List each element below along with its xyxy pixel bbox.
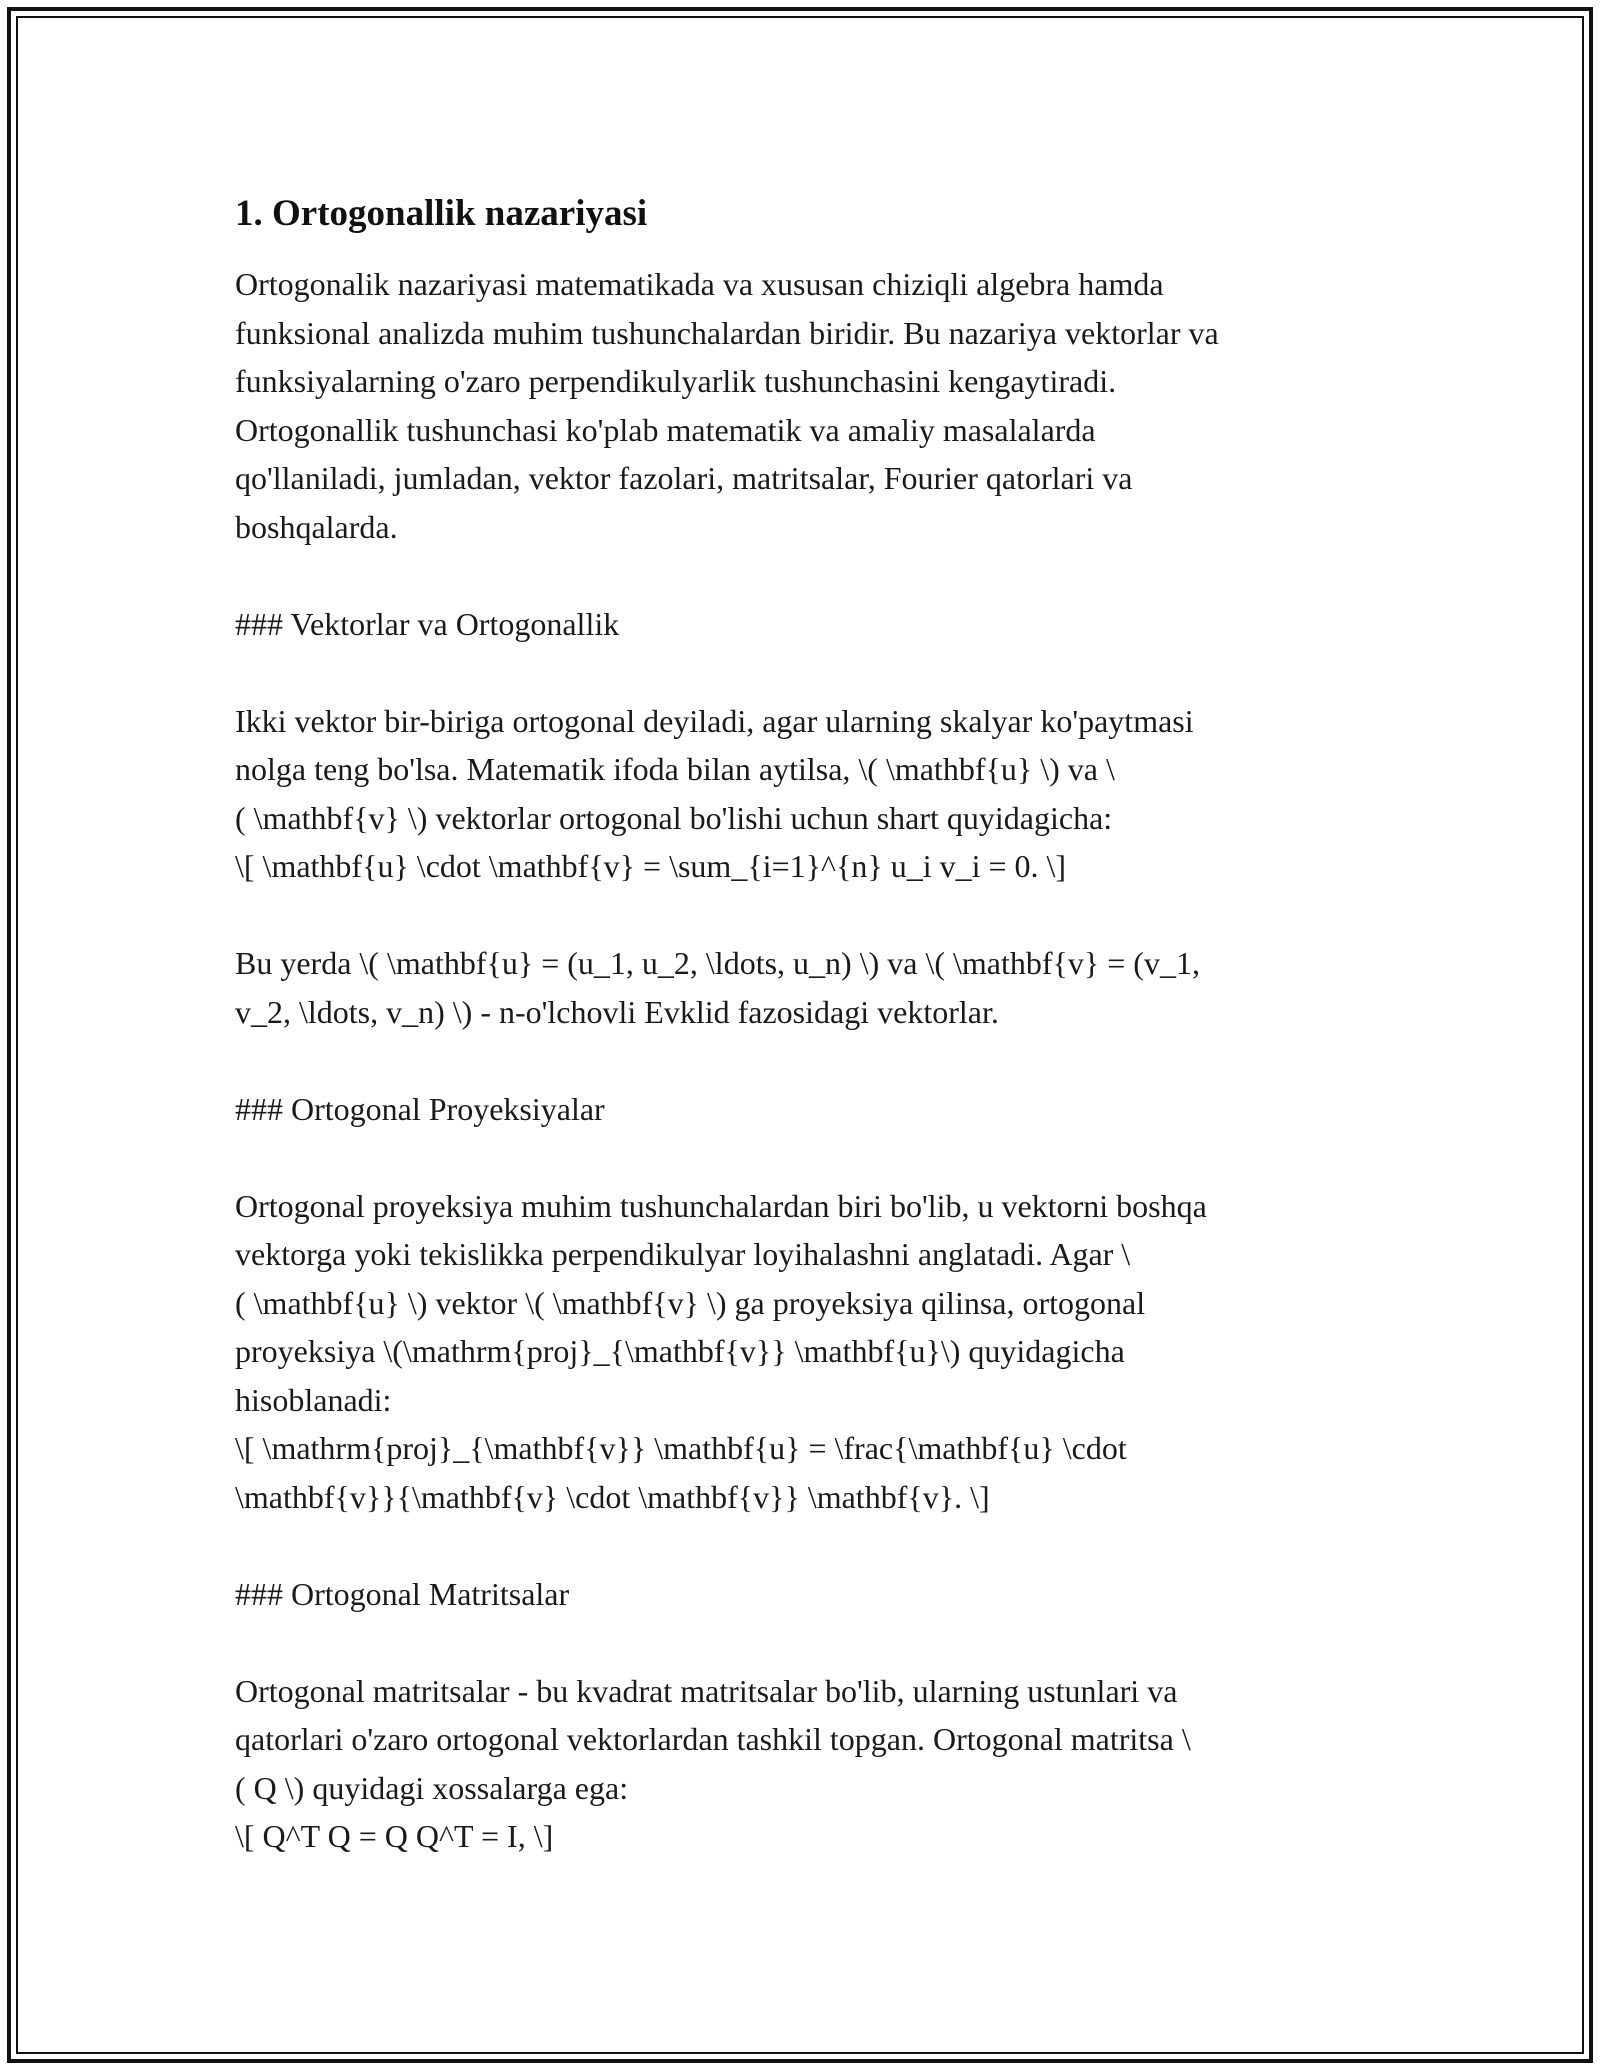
section-heading: [235, 600, 1375, 649]
text-line: qatorlari o'zaro ortogonal vektorlardan tashkil topgan. Ortogonal matritsa \: [235, 1721, 1191, 1757]
blank-line: [235, 551, 1375, 600]
document-blocks: [235, 260, 1375, 1861]
section-heading: [235, 1085, 1375, 1134]
text-line: ( \mathbf{v} \) vektorlar ortogonal bo'lishi uchun shart quyidagicha:: [235, 799, 1113, 836]
text-line: Ikki vektor bir-biriga ortogonal deyiladi, agar ularning skalyar ko'paytmasi: [235, 702, 1194, 739]
blank-line: [235, 891, 1375, 940]
document-body: [235, 190, 1375, 1861]
blank-line: [235, 1133, 1375, 1182]
text-line: funksiyalarning o'zaro perpendikulyarlik tushunchasini kengaytiradi.: [235, 363, 1117, 399]
text-line: boshqalarda.: [235, 508, 398, 545]
text-line: ( \mathbf{u} \) vektor \( \mathbf{v} \) ga proyeksiya qilinsa, ortogonal: [235, 1284, 1146, 1321]
text-line: ### Ortogonal Proyeksiyalar: [235, 1090, 605, 1127]
text-line: qo'llaniladi, jumladan, vektor fazolari, matritsalar, Fourier qatorlari va: [235, 460, 1133, 496]
text-line: hisoblanadi:: [235, 1381, 392, 1418]
blank-line: [235, 1618, 1375, 1667]
text-line: ( Q \) quyidagi xossalarga ega:: [235, 1769, 629, 1806]
text-line: proyeksiya \(\mathrm{proj}_{\mathbf{v}} \mathbf{u}\) quyidagicha: [235, 1333, 1125, 1369]
text-line: \[ Q^T Q = Q Q^T = I, \]: [235, 1818, 554, 1854]
paragraph: [235, 939, 1375, 1036]
text-line: Ortogonal matritsalar - bu kvadrat matritsalar bo'lib, ularning ustunlari va: [235, 1672, 1178, 1709]
text-line: Ortogonallik tushunchasi ko'plab matematik va amaliy masalalarda: [235, 411, 1096, 448]
section-heading: [235, 1570, 1375, 1619]
paragraph: [235, 260, 1375, 551]
text-line: \mathbf{v}}{\mathbf{v} \cdot \mathbf{v}} \mathbf{v}. \]: [235, 1478, 990, 1515]
blank-line: [235, 1036, 1375, 1085]
text-line: Bu yerda \( \mathbf{u} = (u_1, u_2, \ldots, u_n) \) va \( \mathbf{v} = (v_1,: [235, 945, 1200, 981]
text-line: ### Vektorlar va Ortogonallik: [235, 605, 620, 642]
text-line: v_2, \ldots, v_n) \) - n-o'lchovli Evklid fazosidagi vektorlar.: [235, 993, 999, 1030]
paragraph: [235, 697, 1375, 891]
paragraph: [235, 1182, 1375, 1522]
text-line: Ortogonalik nazariyasi matematikada va xususan chiziqli algebra hamda: [235, 266, 1164, 302]
text-line: \[ \mathrm{proj}_{\mathbf{v}} \mathbf{u} = \frac{\mathbf{u} \cdot: [235, 1430, 1127, 1466]
paragraph: [235, 1667, 1375, 1861]
text-line: Ortogonal proyeksiya muhim tushunchalardan biri bo'lib, u vektorni boshqa: [235, 1187, 1207, 1224]
text-line: \[ \mathbf{u} \cdot \mathbf{v} = \sum_{i=1}^{n} u_i v_i = 0. \]: [235, 848, 1067, 884]
text-line: funksional analizda muhim tushunchalardan biridir. Bu nazariya vektorlar va: [235, 314, 1219, 351]
text-line: nolga teng bo'lsa. Matematik ifoda bilan aytilsa, \( \mathbf{u} \) va \: [235, 751, 1115, 787]
text-line: ### Ortogonal Matritsalar: [235, 1575, 570, 1612]
document-title: 1. Ortogonallik nazariyasi: [235, 193, 648, 234]
text-line: vektorga yoki tekislikka perpendikulyar loyihalashni anglatadi. Agar \: [235, 1236, 1131, 1272]
blank-line: [235, 648, 1375, 697]
blank-line: [235, 1521, 1375, 1570]
